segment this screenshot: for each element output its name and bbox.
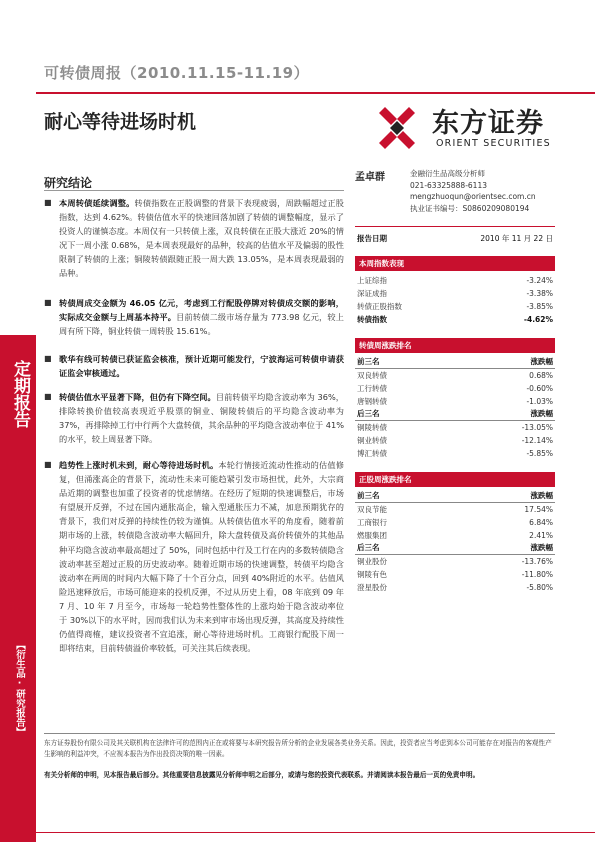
table-header-row [355,407,555,420]
footer-notice: 有关分析师的申明，见本报告最后部分。其他重要信息披露见分析师申明之后部分，或请与您的投资代表联系。并请阅读本报告最后一页的免责申明。 [44,771,480,779]
bullet-icon: ■ [44,354,52,363]
row-name: 上证综指 [357,276,387,285]
table-header-row [355,489,555,502]
bullet-icon: ■ [44,392,52,401]
header-rule [36,92,595,94]
para-text: 目前转债二级市场存量为 773.98 亿元，较上周有所下降，铜业转债一周转股 15.61%。 [59,312,344,337]
logo-text-en: ORIENT SECURITIES [436,138,551,149]
row-name: 博汇转债 [357,449,387,458]
col-header: 涨跌幅 [530,409,553,418]
summary-para-5 [44,458,344,655]
para-text: 本轮行情接近流动性推动的估值修复，但涌涨高企的背景下，流动性未来可能趋紧引发市场担忧，此外，大宗商品近期的调整也加重了投资者的忧虑情绪。在经历了短期的快速调整后，市场有望展开反弹，不过在国内通胀高企，输入型通胀压力不减，加息预期犹存的背景下，我们对反弹的持续性仍较为谨慎。从转债估值水平的角度看，随着前期市场的上涨，转债隐含波动率大幅回升，除大盘转债及高价转债外的其他品种平均隐含波动率最高超过了 50%，同时包括中行及工行在内的多数转债隐含波动率甚至超过正股的历史波动率。随着近期市场的快速调整，转债平均隐含波动率在两周的时间内大幅下降了十个百分点，回到 40%附近的水平。估值风险迅速释放后，市场可能迎来的投机反弹，不过从历史上看，08 年底到 09 年 7 月、10 年 7 月至今，市场每一轮趋势性整体性的上涨均始于隐含波动率位于 30%以下的水平时，因而我们认为未来到审市场出现反弹，其高度及持续性仍值得商榷，建议投资者不宜追涨，耐心等待进场时机。工商银行配股下周一即将结束，目前转债溢价率较低，可关注其后续表现。 [59,460,344,654]
table-row [355,503,555,516]
bullet-icon: ■ [44,298,52,307]
row-name: 转债指数 [357,315,387,324]
footer-rule [44,733,555,734]
col-header: 涨跌幅 [530,357,553,366]
summary-title: 研究结论 [44,176,93,190]
table-row [355,421,555,434]
table-row [355,581,555,594]
weekly-index-header: 本周指数表现 [355,256,555,271]
row-value: 6.84% [529,518,553,527]
para-lead: 转债周成交金额为 46.05 亿元，考虑到工行配股停牌对转债成交额的影响，实际成交金额与上周基本持平。 [59,298,344,323]
col-header: 涨跌幅 [530,491,553,500]
summary-para-3 [44,352,344,380]
sidebar-label-derivatives: 【衍生品·研究报告】 [14,640,25,737]
row-name: 铜陵有色 [357,570,387,579]
summary-para-2 [44,296,344,338]
analyst-rule [355,226,555,227]
table-header-row [355,355,555,368]
analyst-cert: 执业证书编号：S0860209080194 [410,203,530,213]
footer-disclaimer: 东方证券股份有限公司及其关联机构在法律许可的范围内正在或将要与本研究报告所分析的企业发展各类业务关系。因此，投资者应当考虑到本公司可能存在对报告的客观性产生影响的利益冲突，不应视本报告为作出投资决策的唯一因素。 [44,739,552,758]
row-name: 铜业股份 [357,557,387,566]
row-name: 铜陵转债 [357,423,387,432]
page-title: 耐心等待进场时机 [44,111,197,133]
row-value: -0.60% [526,384,553,393]
row-value: 17.54% [524,505,553,514]
row-name: 双良节能 [357,505,387,514]
analyst-contact [410,168,536,214]
para-lead: 转债估值水平显著下降，但仍有下降空间。 [59,392,216,402]
bullet-icon: ■ [44,198,52,207]
row-name: 深证成指 [357,289,387,298]
col-header: 前三名 [357,357,380,366]
col-header: 后三名 [357,543,380,552]
row-name: 唐钢转债 [357,397,387,406]
row-value: -12.14% [521,436,553,445]
report-date-row [355,232,555,245]
table-header-row [355,541,555,554]
row-name: 铜业转债 [357,436,387,445]
row-value: 2.41% [529,531,553,540]
table-row [355,300,555,313]
report-date-label: 报告日期 [357,234,387,243]
para-lead: 趋势性上涨时机未到，耐心等待进场时机。 [59,460,219,470]
row-value: -4.62% [523,315,553,324]
table-row [355,447,555,460]
para-lead: 歌华有线可转债已获证监会核准，预计近期可能发行，宁波海运可转债申请获证监会审核通过。 [59,354,344,379]
orient-logo-icon [367,103,427,153]
row-value: -11.80% [521,570,553,579]
summary-para-1 [44,196,344,281]
row-value: -3.38% [526,289,553,298]
report-date-value: 2010 年 11 月 22 日 [480,234,553,243]
summary-para-4 [44,390,344,446]
para-text: 目前转债平均隐含波动率为 36%，排除转换价值较高表现近乎股票的铜业、铜陵转债后的平均隐含波动率为 37%，再排除掉工行中行两个大盘转债，其余品种的平均隐含波动率位于 41%的水平，较上周显著下降。 [59,392,344,445]
sidebar-label-periodic: 定期报告 [10,360,30,428]
row-value: -3.24% [526,276,553,285]
table-row [355,274,555,287]
para-lead: 本周转债延续调整。 [59,198,135,208]
row-value: -13.05% [521,423,553,432]
row-value: -5.85% [526,449,553,458]
row-name: 工行转债 [357,384,387,393]
row-value: -3.85% [526,302,553,311]
table-row [355,568,555,581]
row-value: -5.80% [526,583,553,592]
analyst-dept: 金融衍生品高级分析师 [410,169,485,178]
analyst-email[interactable]: mengzhuoqun@orientsec.com.cn [410,192,536,201]
stock-rank-header: 正股周涨跌排名 [355,472,555,487]
table-row [355,287,555,300]
row-value: -13.76% [521,557,553,566]
row-value: 0.68% [529,371,553,380]
para-text: 转债指数在正股调整的背景下表现疲弱，周跌幅超过正股指数，达到 4.62%。转债估值水平的快速回落加剧了转债的调整幅度，显示了投资人的谨慎态度。本周仅有一只转债上涨，双良转债在正股大涨近 20%的情况下一周小涨 0.68%，是本周表现最好的品种，较高的估值水平及偏弱的股性限制了转债的上涨；铜陵转债跟随正股一周大跌 13.05%，是本周表现最弱的品种。 [59,198,344,279]
header-title: 可转债周报（2010.11.15-11.19） [44,64,310,82]
logo-text-cn: 东方证券 [432,108,544,139]
summary-rule [44,190,344,191]
table-row [355,555,555,568]
bottom-rule [36,832,595,833]
col-header: 前三名 [357,491,380,500]
row-name: 燃服集团 [357,531,387,540]
bullet-icon: ■ [44,460,52,469]
col-header: 涨跌幅 [530,543,553,552]
row-value: -1.03% [526,397,553,406]
table-row [355,369,555,382]
col-header: 后三名 [357,409,380,418]
table-row [355,434,555,447]
analyst-name: 孟卓群 [355,172,385,183]
row-name: 转债正股指数 [357,302,402,311]
analyst-phone: 021-63325888-6113 [410,180,487,190]
table-row [355,313,555,326]
row-name: 工商银行 [357,518,387,527]
table-row [355,516,555,529]
row-name: 双良转债 [357,371,387,380]
row-name: 澄星股份 [357,583,387,592]
cb-rank-header: 转债周涨跌排名 [355,338,555,353]
table-row [355,382,555,395]
